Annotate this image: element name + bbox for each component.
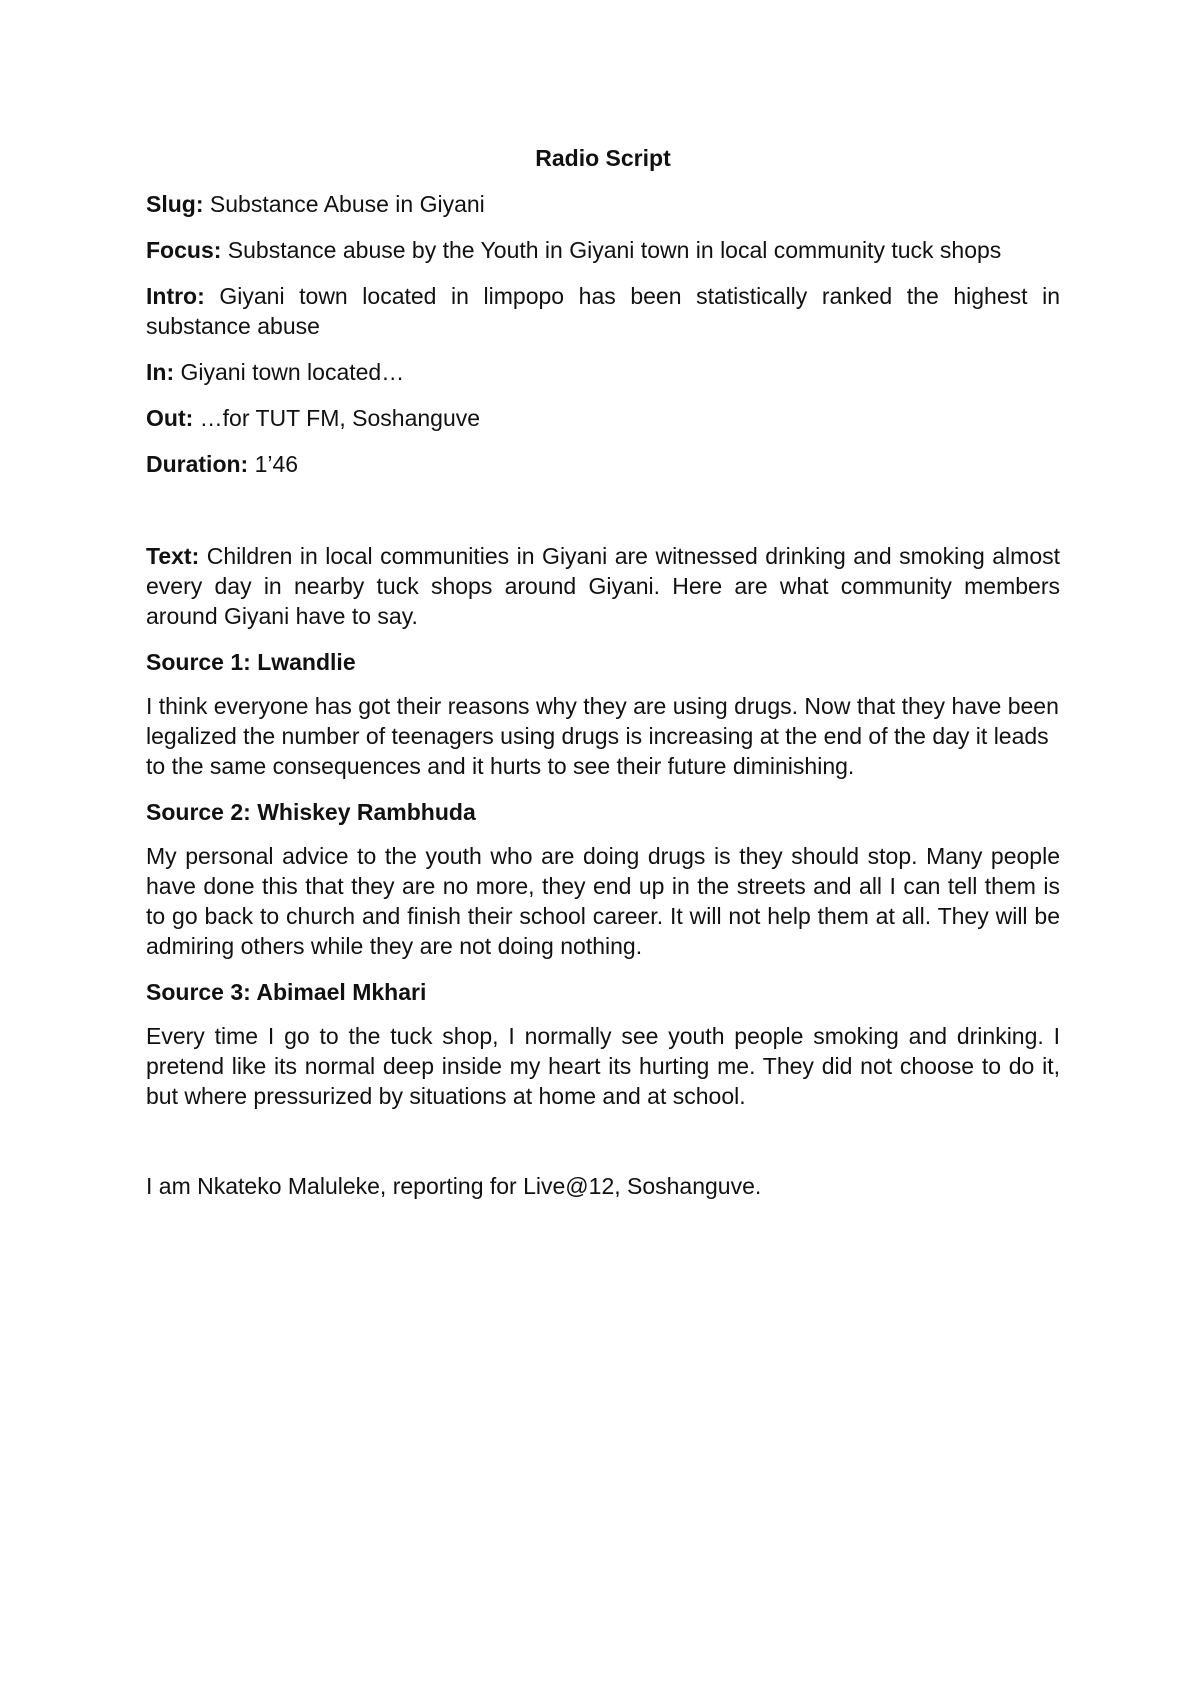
out-field <box>146 403 1060 433</box>
intro-value: Giyani town located in limpopo has been statistically ranked the highest in substance abuse <box>146 283 1060 339</box>
spacer <box>146 1127 1060 1171</box>
source-3-quote: Every time I go to the tuck shop, I normally see youth people smoking and drinking. I pretend like its normal deep inside my heart its hurting me. They did not choose to do it, but where pressurized by situations at home and at school. <box>146 1023 1060 1109</box>
out-value: …for TUT FM, Soshanguve <box>199 405 481 431</box>
text-label: Text: <box>146 543 200 569</box>
source-2-heading: Source 2: Whiskey Rambhuda <box>146 799 476 825</box>
slug-value: Substance Abuse in Giyani <box>209 191 485 217</box>
script-body <box>146 143 1060 1217</box>
out-label: Out: <box>146 405 194 431</box>
text-field <box>146 541 1060 631</box>
in-field <box>146 357 1060 387</box>
source-1-quote: I think everyone has got their reasons why they are using drugs. Now that they have been legalized the number of teenagers using drugs is increasing at the end of the day it leads to the same consequences and it hurts to see their future diminishing. <box>146 693 1059 779</box>
slug-label: Slug: <box>146 191 204 217</box>
signoff-line: I am Nkateko Maluleke, reporting for Live@12, Soshanguve. <box>146 1173 762 1199</box>
intro-field <box>146 281 1060 341</box>
spacer <box>146 495 1060 541</box>
slug-field <box>146 189 1060 219</box>
source-1-heading: Source 1: Lwandlie <box>146 649 356 675</box>
page-title: Radio Script <box>535 145 671 171</box>
duration-label: Duration: <box>146 451 249 477</box>
focus-label: Focus: <box>146 237 222 263</box>
source-3-heading: Source 3: Abimael Mkhari <box>146 979 427 1005</box>
intro-label: Intro: <box>146 283 205 309</box>
focus-value: Substance abuse by the Youth in Giyani town in local community tuck shops <box>227 237 1002 263</box>
duration-field <box>146 449 1060 479</box>
in-label: In: <box>146 359 175 385</box>
focus-field <box>146 235 1060 265</box>
duration-value: 1’46 <box>254 451 299 477</box>
in-value: Giyani town located… <box>180 359 405 385</box>
text-value: Children in local communities in Giyani are witnessed drinking and smoking almost every day in nearby tuck shops around Giyani. Here are what community members around Giyani have to say. <box>146 543 1061 629</box>
source-2-quote: My personal advice to the youth who are doing drugs is they should stop. Many people have done this that they are no more, they end up in the streets and all I can tell them is to go back to church and finish their school career. It will not help them at all. They will be admiring others while they are not doing nothing. <box>146 843 1060 959</box>
